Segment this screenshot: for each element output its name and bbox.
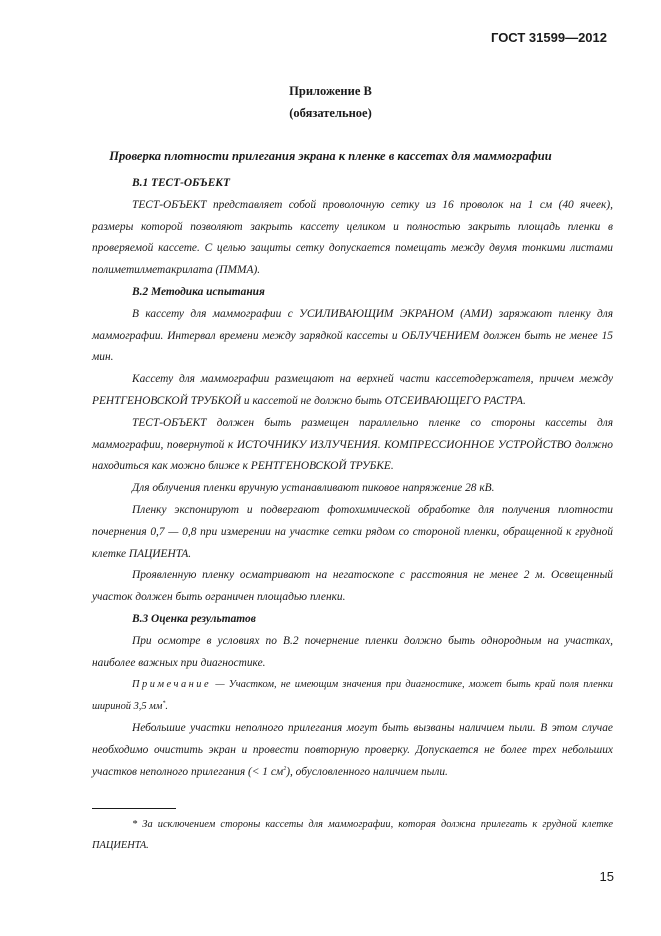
section-b3-note [92,674,613,718]
section-b2-paragraph-4: Для облучения пленки вручную устанавливают пиковое напряжение 28 кВ. [132,482,495,495]
section-b3-paragraph-1: При осмотре в условиях по В.2 почернение пленки должно быть однородным на участках, наиболее важных при диагностике. [92,634,613,669]
footnote-marker: * [162,700,166,707]
section-b2-title: В.2 Методика испытания [132,285,265,298]
section-b1-title: В.1 ТЕСТ-ОБЪЕКТ [132,177,230,189]
footnote: * За исключением стороны кассеты для маммографии, которая должна прилегать к грудной клетке ПАЦИЕНТА. [92,819,613,851]
paragraph-2-start: Небольшие участки неполного прилегания могут быть вызваны наличием пыли. В этом случае необходимо очистить экран и провести повторную проверку. Допускается не более трех небольших участков неполного прилегания (< 1 см [92,721,613,778]
section-b3-paragraph-2 [92,718,613,783]
section-b2-paragraph-5: Пленку экспонируют и подвергают фотохимической обработке для получения плотности почернения 0,7 — 0,8 при измерении на участке сетки рядом со стороной пленки, обращенной к грудной клетке ПАЦИЕНТА. [92,503,613,560]
area-unit-superscript: 2 [283,765,287,772]
section-b2-paragraph-2: Кассету для маммографии размещают на верхней части кассетодержателя, причем между РЕНТГЕНОВСКОЙ ТРУБКОЙ и кассетой не должно быть ОТСЕИВАЮЩЕГО РАСТРА. [92,373,613,407]
section-b2-paragraph-3: ТЕСТ-ОБЪЕКТ должен быть размещен параллельно пленке со стороны кассеты для маммографии, повернутой к ИСТОЧНИКУ ИЗЛУЧЕНИЯ. КОМПРЕССИОННОЕ УСТРОЙСТВО должно находиться как можно ближе к РЕНТГЕНОВСКОЙ ТРУБКЕ. [92,416,613,473]
footnote-separator [92,808,176,809]
paragraph-2-end: ), обусловленного наличием пыли. [286,765,448,778]
appendix-heading: Проверка плотности прилегания экрана к пленке в кассетах для маммографии [109,149,552,163]
section-b1-paragraph: ТЕСТ-ОБЪЕКТ представляет собой проволочную сетку из 16 проволок на 1 см (40 ячеек), размеры которой позволяют закрыть кассету целиком и полностью закрыть площадь пленки в проверяемой кассете. С целью защиты сетку допускается помещать между двумя тонкими листами полиметилметакрилата (ПММА). [92,198,613,277]
page-number: 15 [599,869,614,884]
appendix-title: Приложение В [289,84,372,98]
section-b2-paragraph-6: Проявленную пленку осматривают на негатоскопе с расстояния не менее 2 м. Освещенный участок должен быть ограничен площадью пленки. [92,569,613,604]
document-code: ГОСТ 31599—2012 [491,30,607,45]
note-end: . [165,701,169,713]
appendix-subtitle: (обязательное) [289,106,372,120]
note-text: — Участком, не имеющим значения при диагностике, может быть край поля пленки шириной 3,5 мм [92,679,613,713]
appendix-body [92,173,613,783]
section-b2-paragraph-1: В кассету для маммографии с УСИЛИВАЮЩИМ ЭКРАНОМ (АМИ) заряжают пленку для маммографии. Интервал времени между зарядкой кассеты и ОБЛУЧЕНИЕМ должен быть не менее 15 мин. [92,307,613,364]
section-b3-title: В.3 Оценка результатов [132,612,256,625]
note-label: Примечание [132,679,212,691]
